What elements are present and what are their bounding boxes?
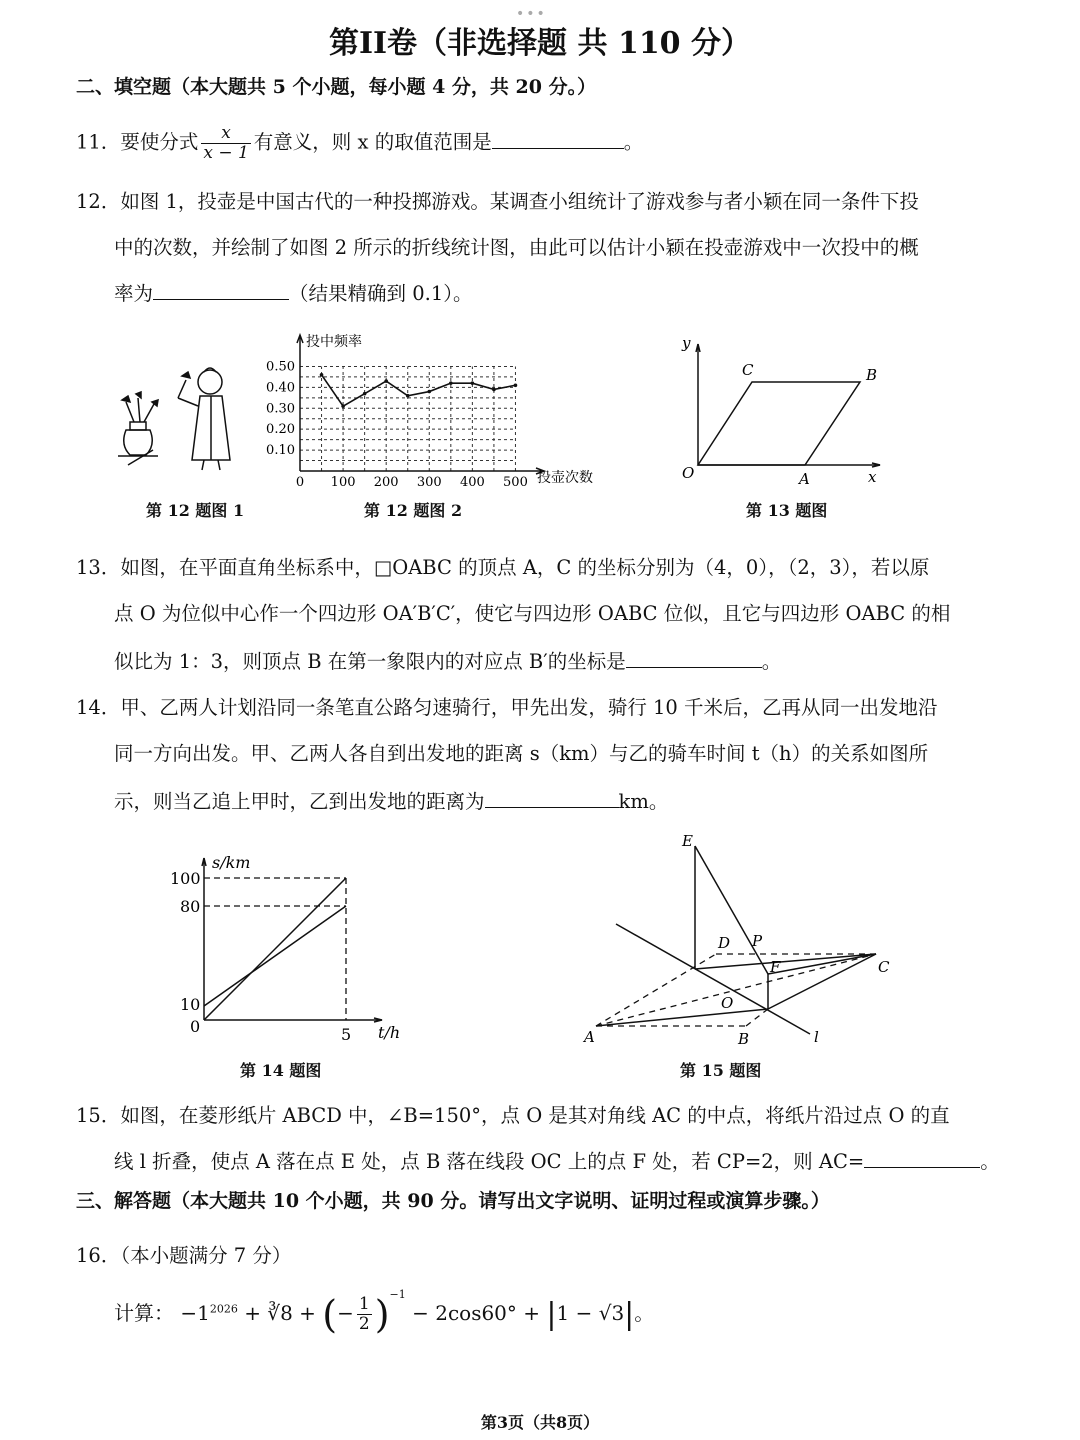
y-tick-label: 0.10 [266,443,295,459]
data-point [363,392,367,396]
fig15-label-f: F [770,958,781,976]
x-tick-label: 200 [373,475,399,490]
drag-handle[interactable]: ••• [516,6,547,22]
fig13-label-y: y [682,334,691,352]
fig13-diagram [670,330,900,490]
data-point [384,379,388,383]
q14-line1: 14．甲、乙两人计划沿同一条笔直公路匀速骑行，甲先出发，骑行 10 千米后，乙再从同一出发地沿 [76,696,938,719]
q11-prefix: 11．要使分式 [76,130,199,154]
q14-answer-blank[interactable] [485,807,619,808]
fig14-caption: 第 14 题图 [240,1061,322,1080]
q16-calc-prefix: 计算： [114,1301,174,1325]
fig12-2-chart [258,328,618,498]
q14-line3-text: 示，则当乙追上甲时，乙到出发地的距离为 [114,790,485,813]
fig15-caption: 第 15 题图 [680,1061,762,1080]
page-title: 第II卷（非选择题 共 110 分） [328,26,752,61]
chart-axes [297,335,544,474]
q14-line3 [114,786,668,814]
data-point [341,404,345,408]
q11-answer-blank[interactable] [492,148,624,149]
data-point [471,381,475,385]
data-point [514,383,518,387]
q15-line2-text: 线 l 折叠，使点 A 落在点 E 处，点 B 落在线段 OC 上的点 F 处，若 CP=2，则 AC= [114,1150,865,1173]
q16-end: 。 [634,1301,655,1325]
chart-y-axis-label: 投中频率 [306,334,362,350]
x-tick-label: 100 [330,475,356,490]
y-tick-label: 0.40 [266,380,295,396]
page-footer: 第3页（共8页） [480,1413,600,1432]
q16-label: 16．（本小题满分 7 分） [76,1244,292,1267]
fig15-label-o: O [721,994,734,1012]
q16-abs-right: | [624,1297,635,1332]
chart-x-axis-label: 投壶次数 [537,470,593,486]
fig13-label-o: O [682,464,695,482]
q16-plus-2: + [299,1301,316,1325]
q15-answer-blank[interactable] [864,1167,980,1168]
q16-term-power [180,1301,237,1325]
x-tick-label: 0 [295,475,305,490]
fig15-label-b: B [738,1030,750,1048]
fig13-label-x: x [868,468,877,486]
y-tick-label: 0.20 [266,422,295,438]
fig14-tick-100: 100 [170,869,201,888]
fig14-tick-5: 5 [341,1025,352,1044]
q14-unit: km。 [618,790,669,813]
q11-fraction [201,124,250,162]
q11-end: 。 [623,130,644,154]
x-tick-label: 300 [416,475,442,490]
fig15-label-e: E [682,832,693,850]
fig14-y-label: s/km [212,853,251,872]
fig14-graph [160,848,410,1048]
data-point [449,381,453,385]
fig15-label-l: l [814,1028,819,1046]
q12-line1: 12．如图 1，投壶是中国古代的一种投掷游戏。某调查小组统计了游戏参与者小颖在同一条件下投 [76,190,919,213]
q16-cube-root: ∛8 [267,1301,293,1325]
q12-line3-prefix: 率为 [114,282,154,305]
q16-rest: − 2cos60° + [412,1301,541,1325]
q12-line3-suffix: （结果精确到 0.1）。 [289,282,473,305]
q11-suffix: 有意义，则 x 的取值范围是 [253,130,492,154]
fig13-caption: 第 13 题图 [746,501,828,520]
q16-frac-num: 1 [358,1294,370,1315]
fig13-label-b: B [866,366,878,384]
q13-answer-blank[interactable] [626,667,762,668]
y-tick-label: 0.30 [266,401,295,417]
q16-neg-sign: − [337,1301,354,1325]
q16-minus-one: −1 [180,1301,210,1325]
q16-fraction [357,1295,372,1333]
q12-line3 [114,278,472,306]
fig15-label-c: C [878,958,890,976]
x-tick-label: 500 [503,475,528,490]
q16-expression [114,1288,654,1337]
fig14-tick-10: 10 [180,995,201,1014]
chart-series [320,373,518,408]
q13-line1: 13．如图，在平面直角坐标系中，□OABC 的顶点 A，C 的坐标分别为（4，0），（2，3），若以原 [76,556,930,579]
q16-abs-left: | [546,1297,557,1332]
q11-denominator: x − 1 [203,142,249,163]
q16-paren-open: ( [322,1292,338,1337]
fig14-x-label: t/h [378,1023,401,1042]
x-tick-label: 400 [459,475,485,490]
fig15-diagram [580,826,900,1056]
fig14-tick-80: 80 [180,897,201,916]
y-tick-label: 0.50 [266,359,295,375]
series-line [322,375,516,406]
q14-line2: 同一方向出发。甲、乙两人各自到出发地的距离 s（km）与乙的骑车时间 t（h）的关系如图所 [114,742,929,765]
q13-end: 。 [761,650,782,673]
q13-line3 [114,646,781,674]
question-11 [76,124,643,162]
q13-line2: 点 O 为位似中心作一个四边形 OA′B′C′，使它与四边形 OABC 位似，且它与四边形 OABC 的相 [114,602,951,625]
q16-abs-inner: 1 − √3 [556,1301,625,1325]
data-point [492,388,496,392]
section2-heading: 二、填空题（本大题共 5 个小题，每小题 4 分，共 20 分。） [76,76,597,98]
section3-heading: 三、解答题（本大题共 10 个小题，共 90 分。请写出文字说明、证明过程或演算步骤。） [76,1190,830,1212]
data-point [427,390,431,394]
q16-paren-close: ) [374,1292,390,1337]
fig13-label-c: C [742,361,754,379]
chart-grid [300,366,515,471]
q15-line1: 15．如图，在菱形纸片 ABCD 中，∠B=150°，点 O 是其对角线 AC 的中点，将纸片沿过点 O 的直 [76,1104,950,1127]
q16-plus-1: + [244,1301,261,1325]
q16-exp-2026: 2026 [209,1302,238,1316]
fig12-1-caption: 第 12 题图 1 [146,501,245,520]
data-point [320,373,324,377]
q12-line2: 中的次数，并绘制了如图 2 所示的折线统计图，由此可以估计小颖在投壶游戏中一次投中的概 [114,236,919,259]
fig15-label-d: D [718,934,731,952]
q15-line2 [114,1146,1000,1174]
q11-numerator: x [201,124,250,144]
fig12-2-caption: 第 12 题图 2 [364,501,463,520]
data-point [406,394,410,398]
fig14-tick-0: 0 [190,1017,201,1036]
q16-exp-minus-one: −1 [389,1288,406,1301]
q13-line3-text: 似比为 1：3，则顶点 B 在第一象限内的对应点 B′的坐标是 [114,650,626,673]
fig15-label-p: P [752,932,763,950]
q15-end: 。 [980,1150,1000,1173]
q16-frac-den: 2 [358,1314,370,1334]
touhu-illustration [108,360,248,480]
fig15-label-a: A [584,1028,595,1046]
q12-answer-blank[interactable] [153,299,289,300]
fig13-label-a: A [799,470,810,488]
